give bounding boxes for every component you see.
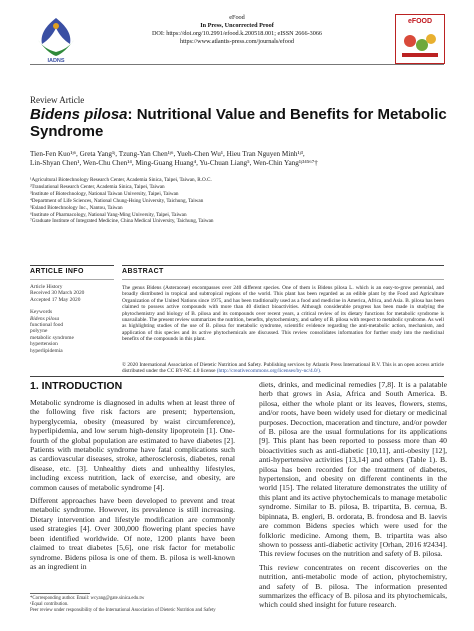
copyright-license: This is an open access article distributed under the CC BY-NC 4.0 license [122,362,444,375]
affiliation: ⁵Esland Biotechnology Inc., Nantou, Taiwan [30,204,123,211]
logo-text: IADNS [47,58,65,64]
article-type: Review Article [30,95,85,105]
affiliations [30,177,444,225]
keyword: polyyne [30,328,48,335]
left-column [30,398,235,571]
cover-title: eFOOD [407,18,433,25]
footnote-rule [30,593,90,594]
affiliation: ⁶Institute of Pharmacology, National Yang-Ming University, Taipei, Taiwan [30,211,187,218]
abstract-heading: ABSTRACT [122,268,164,275]
intro-paragraph: This review concentrates on recent discoveries on the nutrition, anti-metabolic mode of action, phytochemistry, and safety of B. pilosa. The information presented summarizes the efficacy of B. pilosa and its phytochemicals, which could shed insight for future research. [259,562,447,610]
received-date: Received 30 March 2020 [30,290,85,297]
title-species: Bidens pilosa [30,106,128,123]
intro-paragraph: Metabolic syndrome is diagnosed in adults when at least three of the following five risk factors are present; hypertension, hyperglycemia, obesity (measured by waist circumference), hyperlipidemia, and low serum high-density lipoprotein [1]. One-fourth of the global population are estimated to have diabetes [2]. Patients with metabolic syndrome have fatal complications such as cardiovascular diseases, stroke, atherosclerosis, diabetes, renal disease, etc. [3]. Unhealthy diets and unhealthy lifestyles, including excess nutrition, lack of exercise, and obesity, are common causes of metabolic syndrome [4]. [30,398,235,492]
accepted-date: Accepted 17 May 2020 [30,296,81,303]
keywords-label: Keywords [30,309,53,316]
abstract-rule [122,279,444,280]
info-rule-top [30,265,114,266]
author-list [30,150,444,168]
intro-paragraph: diets, drinks, and medicinal remedies [7,8]. It is a palatable herb that grows in Asia, Africa and South America. B. pilosa, either the whole plant or its leaves, flowers, stems, and/or roots, have been widely used for dietary or medicinal purposes. Decoction, maceration and tincture, and/or powder of B. pilosa are the usual formulations for its applications [9]. This plant has been reported to possess more than 40 bioactivities such as anti-diabetic [10,11], anti-obesity [12], anti-hypertensive activities [13,14] and others (Table 1). B. pilosa has been recorded for the treatment of diabetes, hypertension, and obesity on different continents in the world [15]. The related literature demonstrates the utility of this plant and its active phytochemicals to manage metabolic syndrome. Similar to B. pilosa, B. tripartita, B. cernua, B. bipinnata, B. engleri, B. ordorata, B. frondosa and B. laevis are common Bidens species which were used for the folkloric medicine. Among them, B. tripartita was also shown to possess anti-diabetic activity [Orhan, 2016 #2434]. This review focuses on the nutrition and safety of B. pilosa. [259,380,447,559]
history-label: Article History [30,284,63,290]
author-line: Lin-Shyan Chen¹, Wen-Chu Chen¹⁴, Ming-Guang Huang⁴, Yu-Chuan Liang⁵, Wen-Chin Yang¹ʲ³⁴⁵⁶⁷† [30,159,318,167]
corresponding-author[interactable]: *Corresponding author. Email: wcyang@gate.sinica.edu.tw [30,596,145,601]
right-column [259,380,447,610]
copyright-main: © 2020 International Association of Dietetic Nutrition and Safety. Publishing services by Atlantis Press International B.V. [122,362,381,368]
affiliation: ¹Agricultural Biotechnology Research Center, Academia Sinica, Taipei, Taiwan, R.O.C. [30,177,212,183]
peer-review-note: Peer review under responsibility of the International Association of Dietetic Nutrition and Safety [30,607,216,613]
affiliation: ⁴Department of Life Sciences, National Chung-Hsing University, Taichung, Taiwan [30,197,204,204]
food-image-icon [400,29,440,59]
info-rule [30,279,114,280]
press-status: In Press, Uncorrected Proof [200,22,274,29]
keyword: metabolic syndrome [30,334,74,341]
header-rule [30,64,444,65]
equal-contribution: ¹Equal contribution. [30,601,69,607]
keyword: hypertension [30,341,58,348]
abstract-text: The genus Bidens (Asteraceae) encompasses over 240 different species. One of them is Bidens pilosa L. which is an easy-to-grow perennial, and broadly distributed in tropical and subtropical regions of the world. This plant has been regarded as an edible plant by the Food and Agriculture Organization of the United Nations since 1975, and has been traditionally used as a food and medicine in America, Africa, and Asia. B. pilosa has been claimed to possess active compounds with more than 40 distinct bioactivities. Although considerable progress has been made in studying the phytochemistry and biology of B. pilosa and its compounds over recent years, a critical review of its dietary functions for metabolic syndrome is unavailable. The present review summarizes the nutrition, benefits, phytochemistry, and safety of B. pilosa with respect to metabolic syndrome. As well as highlighting studies of the use of B. pilosa for metabolic syndrome, scientific evidence regarding the anti-metabolic action, mechanism, and application of this species and its active phytochemicals are discussed. This review consolidates information for further study into the medicinal benefits of the compounds in this plant. [122,285,444,343]
intro-paragraph: Different approaches have been developed to prevent and treat metabolic syndrome. However, its prevalence is still increasing. Dietary intervention and lifestyle modification are commonly used strategies [4]. Over 300,000 flowering plant species have been identified worldwide. Of note, 1200 plants have been claimed to treat diabetes [5,6], one risk factor for metabolic syndrome. Bidens pilosa is one of them. B. pilosa is well-known as an ingredient in [30,496,235,571]
abstract-rule-top [122,265,444,266]
author-line: Tien-Fen Kuo¹ʲ⁶, Greta Yang¹ʲ, Tzung-Yan Chen¹ʲ⁶, Yueh-Chen Wu¹, Hieu Tran Nguyen Minh¹ʲ³, [30,150,305,158]
affiliation: ⁷Graduate Institute of Integrated Medicine, China Medical University, Taichung, Taiwan [30,218,214,225]
journal-name: eFood [229,14,245,21]
footnotes [30,596,235,613]
article-info-heading: ARTICLE INFO [30,268,84,275]
iadns-logo [32,12,80,68]
license-link[interactable]: (http://creativecommons.org/licenses/by-nc/4.0/). [216,368,322,375]
title-rest: : Nutritional Value and Benefits for Metabolic Syndrome [30,106,447,140]
affiliation: ²Translational Research Center, Academia Sinica, Taipei, Taiwan [30,183,165,190]
section-rule [30,376,444,377]
keyword: hyperlipidemia [30,347,63,354]
keyword: functional food [30,322,64,329]
article-title [30,106,450,140]
affiliation: ³Institute of Biotechnology, National Taiwan University, Taipei, Taiwan [30,190,179,197]
article-info [30,284,114,354]
doi-line[interactable]: DOI: https://doi.org/10.2991/efood.k.200518.001; eISSN 2666-3066 [151,30,323,37]
efood-cover [395,14,445,64]
keyword: Bidens pilosa [30,315,60,322]
journal-url[interactable]: https://www.atlantis-press.com/journals/efood [179,38,295,45]
copyright-notice [122,362,444,375]
intro-heading: 1. INTRODUCTION [30,380,123,392]
